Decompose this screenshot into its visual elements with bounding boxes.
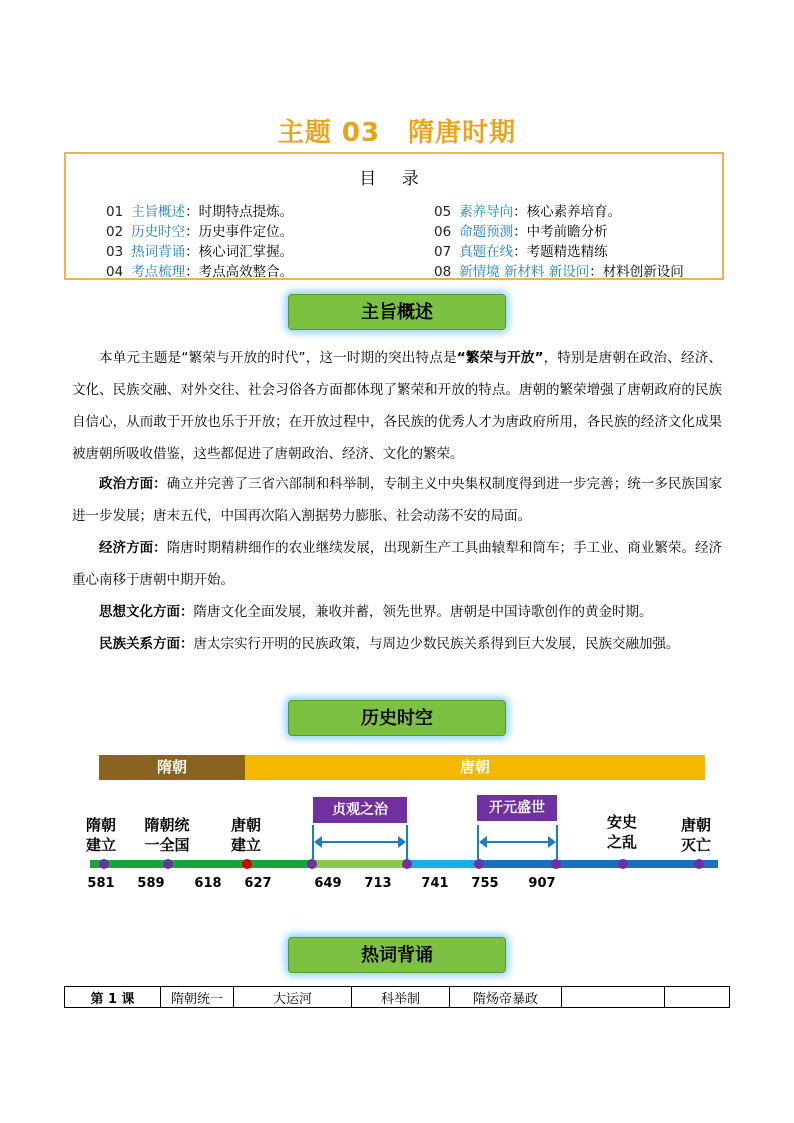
- overview-economy: 经济方面：隋唐时期精耕细作的农业继续发展，出现新生产工具曲辕犁和筒车；手工业、商业繁荣。经济重心南移于唐朝中期开始。: [72, 540, 723, 588]
- timeline-dot: [474, 859, 484, 869]
- title-main: 主题 03: [277, 118, 381, 148]
- timeline-dot: [551, 859, 561, 869]
- period-kaiyuan: 开元盛世: [477, 795, 557, 821]
- timeline-segment-4: [479, 860, 718, 868]
- toc-heading: 目 录: [359, 169, 429, 189]
- table-cell: 大运河: [234, 987, 352, 1008]
- period-zhenguan: 贞观之治: [313, 797, 407, 823]
- hotwords-table: [64, 986, 730, 1008]
- timeline-segment-2: [312, 860, 407, 868]
- toc-item-1[interactable]: 01 主旨概述：时期特点提炼。: [106, 204, 294, 220]
- year-label: 713: [364, 876, 392, 891]
- arrow-left-icon: [314, 836, 322, 848]
- event-sui-founded: 隋朝 建立: [85, 816, 116, 854]
- timeline-segment-1: [90, 860, 312, 868]
- bracket-line: [406, 825, 408, 859]
- page-title: [0, 112, 794, 149]
- year-label: 649: [314, 876, 342, 891]
- section-banner-overview: 主旨概述: [288, 294, 506, 330]
- event-tang-founded: 唐朝 建立: [230, 816, 261, 854]
- overview-intro: 本单元主题是“繁荣与开放的时代”，这一时期的突出特点是“繁荣与开放”，特别是唐朝在政治、经济、文化、民族交融、对外交往、社会习俗各方面都体现了繁荣和开放的特点。唐朝的繁荣增强了唐朝政府的民族自信心，从而敢于开放也乐于开放；在开放过程中，各民族的优秀人才为唐政府所用，各民族的经济文化成果被唐朝所吸收借鉴，这些都促进了唐朝政治、经济、文化的繁荣。: [72, 350, 722, 462]
- toc-item-2[interactable]: 02 历史时空：历史事件定位。: [106, 224, 294, 240]
- arrow-left-icon: [479, 836, 487, 848]
- timeline-dot: [99, 859, 109, 869]
- timeline-dot: [694, 859, 704, 869]
- bracket-arrow: [483, 841, 550, 843]
- table-cell: 科举制: [352, 987, 450, 1008]
- toc-item-4[interactable]: 04 考点梳理：考点高效整合。: [106, 264, 294, 280]
- table-cell: [562, 987, 665, 1008]
- section-banner-hotwords: 热词背诵: [288, 937, 506, 973]
- toc-item-7[interactable]: 07 真题在线：考题精选精练: [434, 244, 608, 260]
- timeline-dot: [163, 859, 173, 869]
- timeline-dot: [402, 859, 412, 869]
- timeline-segment-3: [407, 860, 479, 868]
- table-of-contents: [64, 152, 724, 280]
- event-anshi-rebellion: 安史 之乱: [606, 813, 637, 851]
- year-label: 581: [87, 876, 115, 891]
- timeline-dot: [242, 859, 252, 869]
- arrow-right-icon: [398, 836, 406, 848]
- bracket-line: [556, 825, 558, 859]
- table-cell: [665, 987, 730, 1008]
- year-label: 589: [137, 876, 165, 891]
- table-cell: 隋炀帝暴政: [450, 987, 562, 1008]
- year-label: 627: [244, 876, 272, 891]
- overview-politics: 政治方面：确立并完善了三省六部制和科举制，专制主义中央集权制度得到进一步完善；统一多民族国家进一步发展；唐末五代，中国再次陷入割据势力膨胀、社会动荡不安的局面。: [72, 476, 723, 524]
- era-sui: 隋朝: [99, 755, 245, 780]
- toc-item-5[interactable]: 05 素养导向：核心素养培育。: [434, 204, 622, 220]
- toc-item-6[interactable]: 06 命题预测：中考前瞻分析: [434, 224, 608, 240]
- arrow-right-icon: [548, 836, 556, 848]
- event-sui-unify: 隋朝统 一全国: [144, 816, 190, 854]
- title-sub: 隋唐时期: [408, 118, 517, 148]
- era-tang: 唐朝: [245, 755, 705, 780]
- table-cell: 第 1 课: [65, 987, 161, 1008]
- toc-item-3[interactable]: 03 热词背诵：核心词汇掌握。: [106, 244, 294, 260]
- toc-item-8[interactable]: 08 新情境 新材料 新设问：材料创新设问: [434, 264, 684, 280]
- year-label: 618: [194, 876, 222, 891]
- event-tang-fall: 唐朝 灭亡: [680, 816, 711, 854]
- bracket-arrow: [318, 841, 400, 843]
- year-label: 907: [528, 876, 556, 891]
- timeline-dot: [307, 859, 317, 869]
- section-banner-timeline: 历史时空: [288, 700, 506, 736]
- timeline-dot: [618, 859, 628, 869]
- table-row: [65, 987, 730, 1008]
- overview-culture: 思想文化方面：隋唐文化全面发展，兼收并蓄，领先世界。唐朝是中国诗歌创作的黄金时期。: [99, 604, 653, 620]
- year-label: 755: [471, 876, 499, 891]
- overview-ethnic: 民族关系方面：唐太宗实行开明的民族政策，与周边少数民族关系得到巨大发展，民族交融加强。: [99, 636, 680, 652]
- year-label: 741: [421, 876, 449, 891]
- table-cell: 隋朝统一: [161, 987, 234, 1008]
